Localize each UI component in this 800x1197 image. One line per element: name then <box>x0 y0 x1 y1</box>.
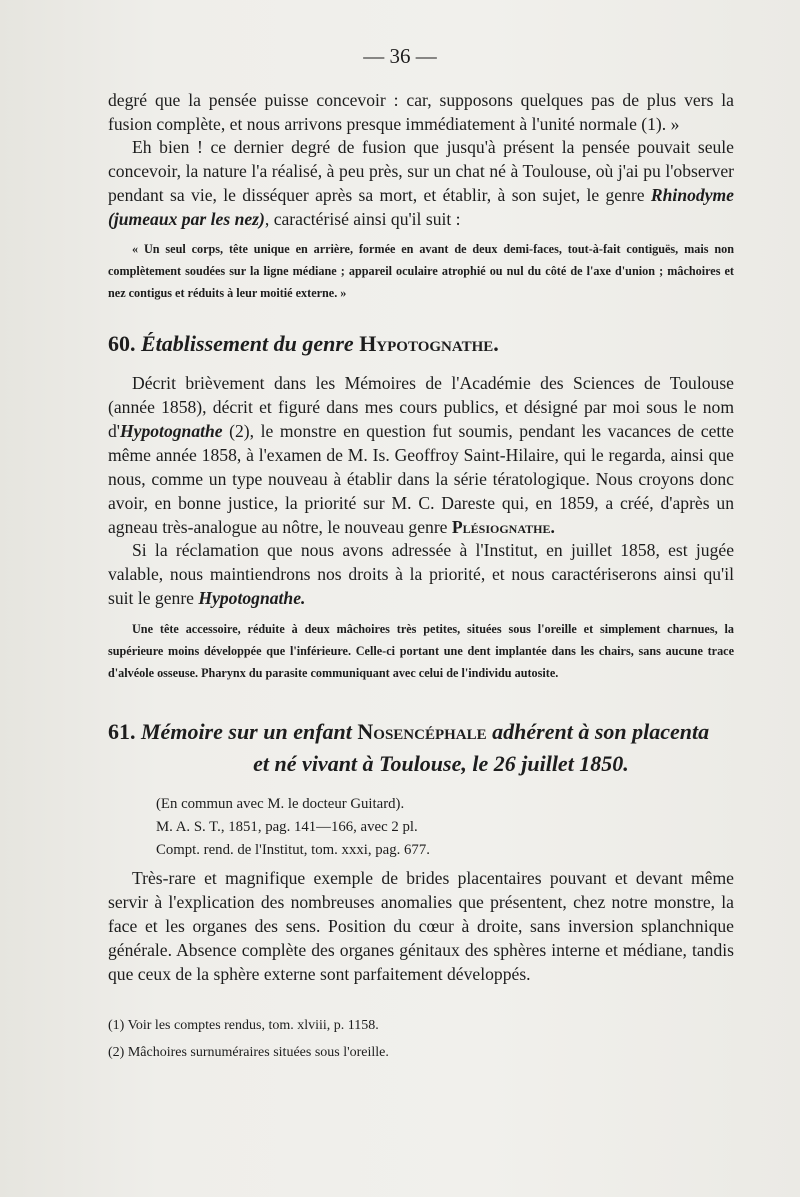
paragraph-rhinodyme-text-a: Eh bien ! ce dernier degré de fusion que jusqu'à présent la pensée pouvait seule concevoir, la nature l'a réalisé, à peu près, sur un chat né à Toulouse, où j'ai pu l'observer pendant sa vie, le disséquer après sa mort, et établir, à son sujet, le genre <box>108 137 734 205</box>
paragraph-nosencephale-text: Très-rare et magnifique exemple de brides placentaires pouvant et devant même servir à l'explication des nombreuses anomalies que présentent, chez notre monstre, la face et les organes des sens. Position du cœur à droite, sans inversion splanchnique générale. Absence complète des organes génitaux des sphères interne et médiane, tandis que ceux de la sphère externe sont parfaitement développés. <box>108 868 734 984</box>
section-60-heading <box>108 329 734 359</box>
paragraph-nosencephale <box>108 866 734 986</box>
reference-3: Compt. rend. de l'Institut, tom. xxxi, pag. 677. <box>156 842 430 858</box>
section-61-title-2: adhérent à son placenta <box>492 719 710 744</box>
paragraph-hypotognathe-text <box>108 371 734 539</box>
section-61-title-3: et né vivant à Toulouse, le 26 juillet 1850. <box>253 751 629 776</box>
paragraph-hypotognathe-text-b: (2), le monstre en question fut soumis, pendant les vacances de cette même année 1858, à l'examen de M. Is. Geoffroy Saint-Hilaire, qui le regarda, ainsi que nous, comme un type nouveau à établir dans la série tératologique. Nous croyons donc avoir, en bonne justice, la priorité sur M. C. Dareste qui, en 1859, a créé, d'après un agneau très-analogue au nôtre, le nouveau genre <box>108 421 734 537</box>
genus-rhinodyme: Rhinodyme (jumeaux par les nez) <box>108 185 734 229</box>
reference-2: M. A. S. T., 1851, pag. 141—166, avec 2 pl. <box>156 819 418 835</box>
intro-line-1: degré que la pensée puisse concevoir : car, supposons quelques pas de plus vers la <box>108 90 734 110</box>
section-61-title <box>108 716 734 780</box>
footnote-1: (1) Voir les comptes rendus, tom. xlviii, p. 1158. <box>108 1018 379 1033</box>
references-block <box>108 793 734 862</box>
genus-plesiognathe: Plésiognathe. <box>451 517 555 537</box>
section-60-number: 60. <box>108 331 136 356</box>
quote-rhinodyme <box>108 238 734 304</box>
section-61-number: 61. <box>108 719 136 744</box>
quote-rhinodyme-text: « Un seul corps, tête unique en arrière, formée en avant de deux demi-faces, tout-à-fait contiguës, mais non complètement soudées sur la ligne médiane ; appareil oculaire atrophié ou nul du côté de l'axe d'union ; mâchoires et nez contigus et réduits à leur moitié externe. » <box>108 242 734 300</box>
intro-line-2: fusion complète, et nous arrivons presque immédiatement à l'unité normale (1). » <box>108 114 680 134</box>
section-60-title-text: Établissement du genre <box>141 331 354 356</box>
paragraph-reclamation-text-a: Si la réclamation que nous avons adressée à l'Institut, en juillet 1858, est jugée valable, nous maintiendrons nos droits à la priorité, et nous caractériserons ainsi qu'il suit le genre <box>108 540 734 608</box>
paragraph-rhinodyme-text-b: , caractérisé ainsi qu'il suit : <box>264 209 461 229</box>
footnote-2: (2) Mâchoires surnuméraires situées sous l'oreille. <box>108 1045 389 1060</box>
reference-1: (En commun avec M. le docteur Guitard). <box>156 796 405 812</box>
quote-hypotognathe <box>108 618 734 684</box>
genus-hypotognathe: Hypotognathe. <box>198 588 306 608</box>
paragraph-rhinodyme <box>108 135 734 231</box>
section-61-title-1: Mémoire sur un enfant <box>141 719 352 744</box>
section-61-heading <box>108 716 734 780</box>
section-60-title <box>108 329 734 359</box>
paragraph-rhinodyme-text <box>108 135 734 231</box>
footnotes <box>108 1012 734 1066</box>
page-number: — 36 — <box>363 44 437 68</box>
intro-paragraph <box>108 88 734 136</box>
quote-hypotognathe-text: Une tête accessoire, réduite à deux mâchoires très petites, situées sous l'oreille et simplement charnues, la supérieure moins développée que l'inférieure. Celle-ci portant une dent implantée dans les chairs, sans aucune trace d'alvéole osseuse. Pharynx du parasite communiquant avec celui de l'individu autosite. <box>108 622 734 680</box>
name-hypotognathe: Hypotognathe <box>119 421 223 441</box>
paragraph-reclamation <box>108 538 734 610</box>
section-60-genus: Hypotognathe. <box>359 331 499 356</box>
paragraph-hypotognathe <box>108 371 734 539</box>
paragraph-hypotognathe-text-a: Décrit brièvement dans les Mémoires de l'Académie des Sciences de Toulouse (année 1858), décrit et figuré dans mes cours publics, et désigné par moi sous le nom d' <box>108 373 734 441</box>
section-61-genus: Nosencéphale <box>357 719 487 744</box>
paragraph-reclamation-text <box>108 538 734 610</box>
